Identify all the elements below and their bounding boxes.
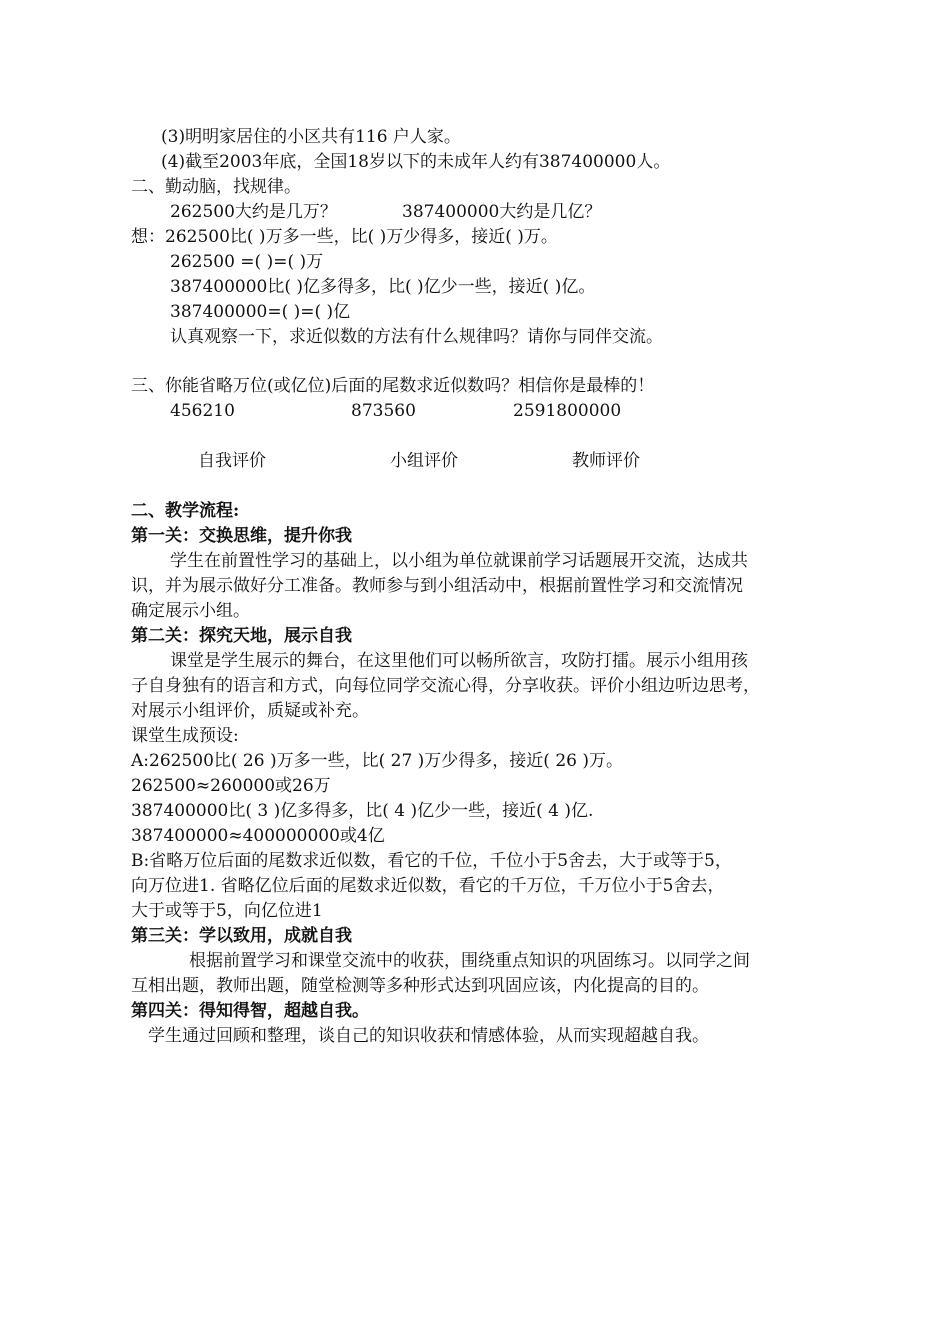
level-1-title: 第一关：交换思维，提升你我 xyxy=(131,526,352,546)
level-2-line: 课堂是学生展示的舞台，在这里他们可以畅所欲言，攻防打擂。展示小组用孩 xyxy=(170,651,748,671)
level-2-line: 对展示小组评价，质疑或补充。 xyxy=(131,701,369,721)
flow-heading: 二、教学流程: xyxy=(131,501,240,521)
preset-title: 课堂生成预设: xyxy=(131,726,239,746)
level-4-line: 学生通过回顾和整理，谈自己的知识收获和情感体验，从而实现超越自我。 xyxy=(148,1026,709,1046)
number-3: 2591800000 xyxy=(513,401,622,421)
level-3-line: 互相出题，教师出题，随堂检测等多种形式达到巩固应该，内化提高的目的。 xyxy=(131,976,709,996)
preset-line: B:省略万位后面的尾数求近似数，看它的千位，千位小于5舍去，大于或等于5， xyxy=(131,851,732,871)
level-1-line: 确定展示小组。 xyxy=(131,601,250,621)
equation-line-1: 262500 =( )=( )万 xyxy=(170,252,324,272)
level-1-line: 学生在前置性学习的基础上，以小组为单位就课前学习话题展开交流，达成共 xyxy=(170,551,748,571)
level-2-title: 第二关：探究天地，展示自我 xyxy=(131,626,352,646)
preset-line: 262500≈260000或26万 xyxy=(131,776,331,796)
think-line-2: 387400000比( )亿多得多，比( )亿少一些，接近( )亿。 xyxy=(170,277,596,297)
prep-item-4: (4)截至2003年底，全国18岁以下的未成年人约有387400000人。 xyxy=(161,152,671,172)
equation-line-2: 387400000=( )=( )亿 xyxy=(170,302,351,322)
preset-line: 387400000比( 3 )亿多得多，比( 4 )亿少一些，接近( 4 )亿. xyxy=(131,801,594,821)
observe-prompt: 认真观察一下，求近似数的方法有什么规律吗？请你与同伴交流。 xyxy=(170,327,663,347)
group-evaluation: 小组评价 xyxy=(390,451,458,471)
level-3-title: 第三关：学以致用，成就自我 xyxy=(131,926,352,946)
think-line-1: 想：262500比( )万多一些，比( )万少得多，接近( )万。 xyxy=(131,227,558,247)
level-3-line: 根据前置学习和课堂交流中的收获，围绕重点知识的巩固练习。以同学之间 xyxy=(189,951,750,971)
preset-line: 大于或等于5，向亿位进1 xyxy=(131,901,323,921)
section-two-heading: 二、勤动脑，找规律。 xyxy=(131,177,301,197)
section-three-heading: 三、你能省略万位(或亿位)后面的尾数求近似数吗？相信你是最棒的！ xyxy=(131,376,655,396)
prep-item-3: (3)明明家居住的小区共有116 户人家。 xyxy=(161,127,461,147)
teacher-evaluation: 教师评价 xyxy=(572,451,640,471)
preset-line: 387400000≈400000000或4亿 xyxy=(131,826,385,846)
level-4-title: 第四关：得知得智，超越自我。 xyxy=(131,1001,369,1021)
number-1: 456210 xyxy=(170,401,235,421)
self-evaluation: 自我评价 xyxy=(198,451,266,471)
level-1-line: 识，并为展示做好分工准备。教师参与到小组活动中，根据前置性学习和交流情况 xyxy=(131,576,743,596)
preset-line: A:262500比( 26 )万多一些，比( 27 )万少得多，接近( 26 )万。 xyxy=(131,751,624,771)
preset-line: 向万位进1. 省略亿位后面的尾数求近似数，看它的千万位，千万位小于5舍去， xyxy=(131,876,725,896)
number-2: 873560 xyxy=(351,401,416,421)
question-wan: 262500大约是几万？ xyxy=(170,202,337,222)
question-yi: 387400000大约是几亿？ xyxy=(402,202,602,222)
level-2-line: 子自身独有的语言和方式，向每位同学交流心得，分享收获。评价小组边听边思考， xyxy=(131,676,760,696)
